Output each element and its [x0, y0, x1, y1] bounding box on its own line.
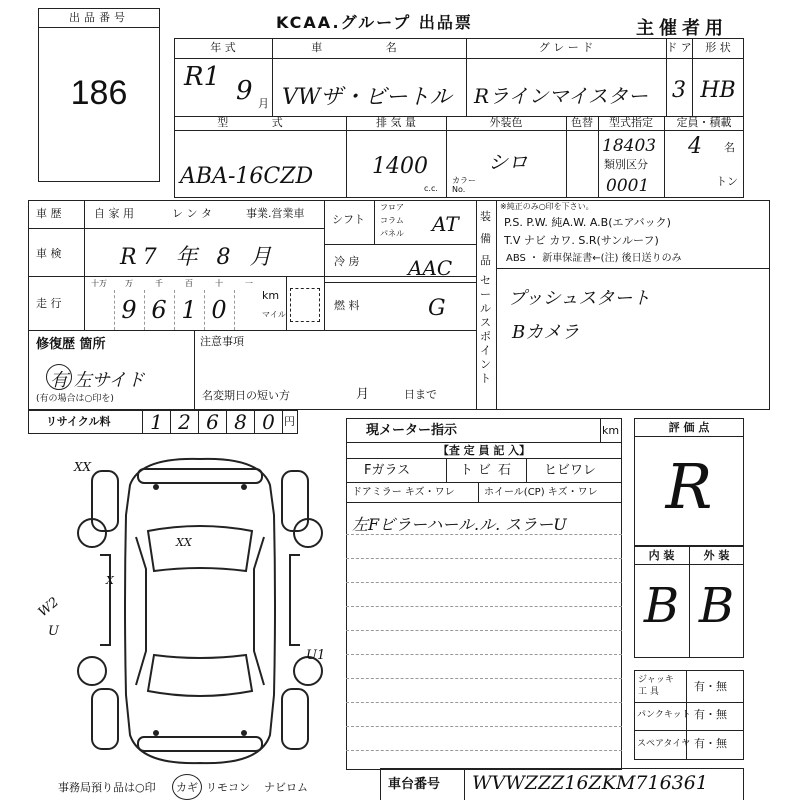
office-note: 事務局預り品は○印	[58, 781, 156, 794]
sales-point-line1: プッシュスタート	[508, 288, 651, 309]
history-option-private: 自 家 用	[94, 207, 134, 220]
month-value: 9	[236, 76, 253, 106]
name-change-month: 月	[356, 387, 370, 402]
chassis-label: 車台番号	[388, 777, 441, 792]
ac-value: AAC	[408, 256, 453, 280]
mile-label: マイル	[262, 310, 286, 319]
color-value: シロ	[488, 150, 528, 174]
doors-label: ド ア	[666, 41, 692, 54]
equipment-line2: T.V ナビ カワ. S.R(サンルーフ)	[504, 234, 659, 247]
footer-item-navirom: ナビロム	[264, 781, 308, 794]
equipment-label: 装備品	[480, 210, 491, 267]
meter-label: 現メーター指示	[366, 423, 458, 438]
footer-item-key: カギ	[176, 781, 198, 794]
spare-label: スペアタイヤ	[637, 739, 691, 749]
lot-number-label: 出品番号	[69, 11, 129, 24]
year-label: 年 式	[210, 41, 236, 54]
inspector-title: 【査 定 員 記 入】	[437, 444, 531, 457]
history-option-business: 事業.営業車	[246, 207, 305, 220]
puncture-presence[interactable]: 有・無	[694, 708, 727, 721]
mileage-digit: 0	[211, 296, 227, 324]
damage-mark-u: U	[48, 624, 59, 639]
model-value: ABA-16CZD	[180, 164, 314, 189]
name-change-day: 日まで	[404, 388, 437, 401]
repair-label: 修復歴 箇所	[36, 337, 106, 352]
category-value: 0001	[606, 176, 650, 196]
km-label: km	[262, 289, 280, 302]
model-label: 型 式	[217, 116, 303, 129]
grade-label: グ レ ー ド	[538, 41, 594, 54]
mileage-label: 走 行	[36, 297, 62, 310]
glass-option-stone: 石	[498, 463, 512, 478]
sales-point-label: セールスポイント	[480, 274, 491, 385]
grade-value: Rラインマイスター	[474, 84, 648, 108]
glass-option-to: ト	[460, 463, 474, 478]
cc-unit: c.c.	[424, 184, 438, 193]
jack-presence[interactable]: 有・無	[694, 680, 727, 693]
year-value: R1	[184, 62, 221, 92]
mileage-digit: 1	[181, 296, 197, 324]
mileage-digit-label: 千	[155, 279, 163, 288]
damage-mark-left-pillar: X	[106, 574, 114, 587]
model-designation-label: 型式指定	[609, 116, 653, 129]
history-option-rental: レ ン タ	[172, 207, 212, 220]
equipment-line3: ABS ・ 新車保証書←(注) 後日送りのみ	[506, 253, 682, 264]
exterior-value: B	[698, 578, 735, 634]
role-label: 主催者用	[636, 18, 728, 39]
recycle-digit: 0	[254, 410, 282, 434]
footer-item-remote: リモコン	[206, 781, 250, 794]
doc-title: KCAA.グループ 出品票	[276, 13, 473, 32]
chassis-value: WVWZZZ16ZKM716361	[472, 772, 708, 794]
car-diagram	[70, 445, 330, 775]
recycle-digit: 2	[170, 410, 198, 434]
repair-circle	[46, 364, 72, 390]
inspection-label: 車 検	[36, 247, 62, 260]
month-unit: 月	[258, 97, 269, 110]
color-no-label: カラー No.	[452, 176, 476, 194]
shift-value: AT	[432, 212, 459, 236]
displacement-label: 排 気 量	[376, 116, 416, 129]
grade-value: R	[665, 450, 713, 523]
damage-mark-hood: XX	[176, 536, 192, 549]
body-type-value: HB	[700, 78, 736, 103]
exterior-label: 外 装	[703, 549, 730, 562]
repaint-label: 色替	[571, 116, 593, 129]
sales-point-line2: Bカメラ	[512, 322, 580, 343]
ton-unit: トン	[716, 175, 738, 188]
recycle-digit: 6	[198, 410, 226, 434]
repair-value: 有 左サイド	[50, 370, 145, 391]
exterior-color-label: 外装色	[489, 116, 523, 129]
category-label: 類別区分	[604, 158, 648, 171]
person-unit: 名	[724, 141, 735, 154]
interior-value: B	[643, 578, 680, 634]
meter-unit: km	[602, 424, 620, 437]
displacement-value: 1400	[372, 154, 428, 179]
glass-option-bi: ビ	[478, 463, 492, 478]
damage-mark-w2: W2	[35, 594, 62, 621]
lot-number: 186	[70, 74, 128, 112]
mileage-digit-label: 一	[245, 279, 253, 288]
doors-value: 3	[672, 78, 686, 103]
model-designation-value: 18403	[602, 136, 657, 156]
history-label: 車 歴	[36, 207, 62, 220]
shift-label: シフト	[332, 213, 365, 226]
wheel-label: ホイール(CP) キズ・ワレ	[484, 487, 598, 498]
car-name-value: VWザ・ビートル	[282, 85, 452, 110]
crack-label: ヒビワレ	[544, 463, 597, 478]
ac-label: 冷 房	[334, 255, 360, 268]
body-type-label: 形 状	[705, 41, 731, 54]
capacity-value: 4	[688, 134, 702, 159]
jack-label: ジャッキ 工 具	[638, 675, 674, 697]
car-name-label: 車 名	[311, 41, 427, 54]
fuel-value: G	[428, 296, 446, 321]
shift-option-floor: フロア	[380, 203, 404, 212]
name-change-label: 名変期日の短い方	[202, 389, 290, 402]
damage-mark-u1: U1	[306, 648, 326, 663]
equipment-note: ※純正のみ○印を下さい。	[500, 202, 594, 211]
mileage-digit: 9	[121, 296, 137, 324]
recycle-digit: 8	[226, 410, 254, 434]
equipment-line1: P.S. P.W. 純A.W. A.B(エアバック)	[504, 216, 671, 229]
mirror-label: ドアミラー キズ・ワレ	[352, 487, 455, 498]
puncture-label: パンクキット	[637, 710, 691, 720]
notes-label: 注意事項	[200, 335, 244, 348]
inspector-comment: 左Fビラーハール.ル. スラーU	[352, 515, 567, 534]
mileage-checkbox[interactable]	[290, 288, 320, 322]
mileage-digit: 6	[151, 296, 167, 324]
interior-label: 内 装	[648, 549, 675, 562]
shift-option-panel: パネル	[380, 229, 404, 238]
recycle-label: リサイクル料	[46, 415, 111, 428]
mileage-digit-label: 十万	[91, 279, 107, 288]
fuel-label: 燃 料	[334, 299, 360, 312]
recycle-unit: 円	[284, 415, 295, 428]
grade-label: 評 価 点	[668, 421, 710, 434]
mileage-digit-label: 十	[215, 279, 223, 288]
capacity-label: 定員・積載	[676, 116, 732, 129]
mileage-digit-label: 百	[185, 279, 193, 288]
glass-label: Fガラス	[364, 463, 411, 478]
damage-mark-front: XX	[74, 460, 92, 474]
mileage-digit-label: 万	[125, 279, 133, 288]
repair-note: (有の場合は○印を)	[36, 394, 114, 404]
spare-presence[interactable]: 有・無	[694, 737, 727, 750]
shift-option-column: コラム	[380, 216, 404, 225]
recycle-digit: 1	[142, 410, 170, 434]
inspection-value: R7 年 8 月	[120, 245, 278, 270]
